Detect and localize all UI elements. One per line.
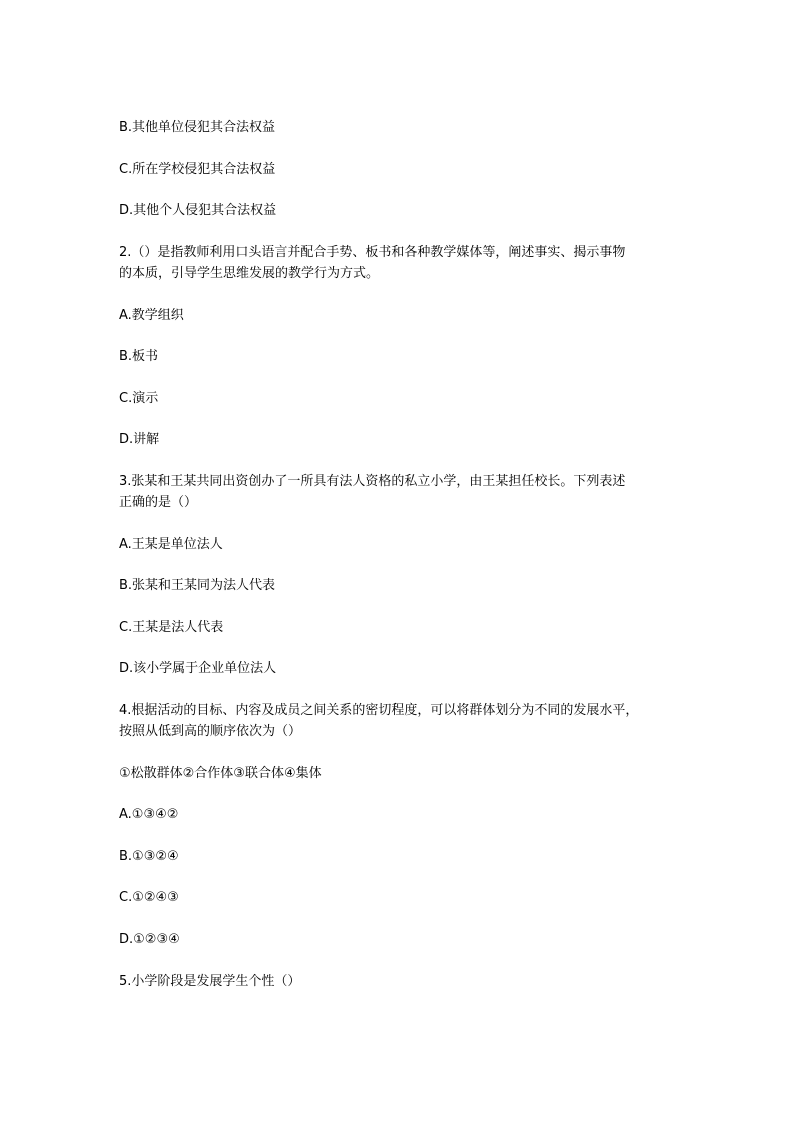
option-a-q4: A.①③④②	[119, 807, 179, 822]
option-d-q4: D.①②③④	[119, 932, 180, 947]
option-b-q1: B.其他单位侵犯其合法权益	[119, 120, 276, 135]
option-c-q1: C.所在学校侵犯其合法权益	[119, 162, 276, 177]
question-3-line-2: 正确的是（）	[119, 495, 198, 510]
question-4-line-2: 按照从低到高的顺序依次为（）	[119, 724, 302, 739]
question-4-line-1: 4.根据活动的目标、内容及成员之间关系的密切程度，可以将群体划分为不同的发展水平，	[119, 703, 639, 718]
option-c-q2: C.演示	[119, 391, 159, 406]
option-d-q3: D.该小学属于企业单位法人	[119, 661, 277, 676]
question-4-stem-items: ①松散群体②合作体③联合体④集体	[119, 766, 322, 781]
option-b-q3: B.张某和王某同为法人代表	[119, 578, 276, 593]
option-d-q2: D.讲解	[119, 432, 160, 447]
question-2-line-2: 的本质，引导学生思维发展的教学行为方式。	[119, 266, 380, 281]
option-d-q1: D.其他个人侵犯其合法权益	[119, 203, 277, 218]
option-b-q2: B.板书	[119, 349, 159, 364]
question-3-line-1: 3.张某和王某共同出资创办了一所具有法人资格的私立小学，由王某担任校长。下列表述	[119, 474, 626, 489]
option-a-q3: A.王某是单位法人	[119, 537, 223, 552]
question-5: 5.小学阶段是发展学生个性（）	[119, 974, 301, 989]
option-c-q4: C.①②④③	[119, 890, 179, 905]
question-2-line-1: 2.（）是指教师利用口头语言并配合手势、板书和各种教学媒体等，阐述事实、揭示事物	[119, 245, 626, 260]
option-b-q4: B.①③②④	[119, 849, 179, 864]
option-a-q2: A.教学组织	[119, 308, 184, 323]
option-c-q3: C.王某是法人代表	[119, 620, 224, 635]
